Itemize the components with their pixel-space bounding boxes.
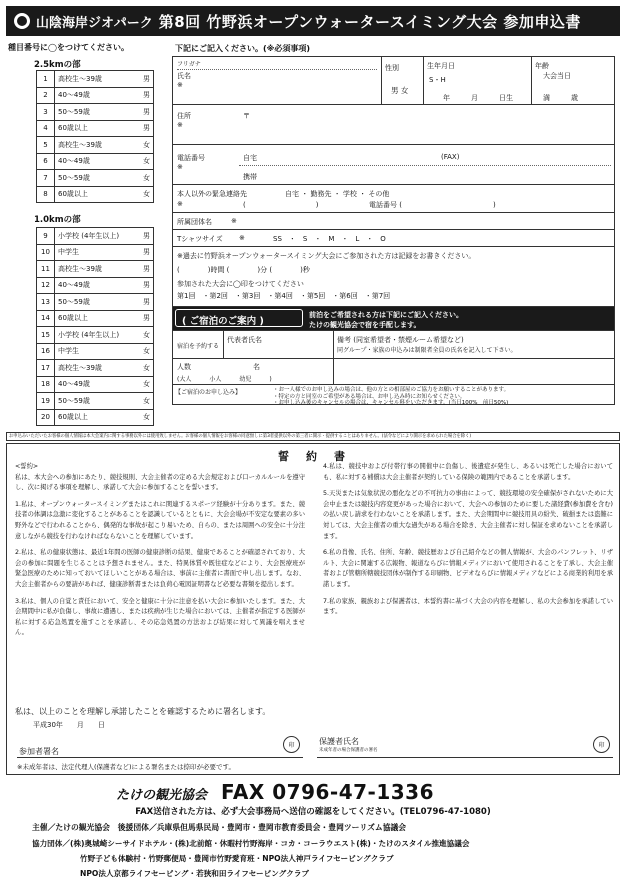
category-gender: 男 [140,261,154,278]
pledge-title: 誓 約 書 [278,450,348,463]
category-table-2-5km [36,70,154,203]
tshirt-sizes[interactable]: SS ・ S ・ M ・ L ・ O [273,235,386,243]
past-record-row [173,247,614,307]
category-row[interactable] [37,310,154,327]
team-label: 所属団体名 [177,218,212,226]
name-row [173,57,614,105]
category-gender: 女 [140,327,154,344]
category-label: 60歳以上 [55,409,140,426]
category-label: 40〜49歳 [55,87,140,104]
category-row[interactable] [37,104,154,121]
category-number[interactable]: 3 [37,104,55,121]
gender-options[interactable]: 男 女 [391,86,409,95]
header-org: 山陰海岸ジオパーク [36,15,153,31]
pledge-item-2: 2.私は、私の健康状態は、最近1年間の医師の健康診断の結果、健康であることが確認されており、大会の参加に問題を生じることは予想されません。また、特異体質や既往症などにより、大会医療班が緊急医療のために知っておいてほしいことがある場合は、事前に主催者に書面で申し出します。なお、大会主催者からの要請があれば、健康診断書または負荷心電図証明書など必要な書類を提出します。 [15,549,305,588]
category-number[interactable]: 14 [37,310,55,327]
category-label: 50〜59歳 [55,294,140,311]
pledge-confirm: 私は、以上のことを理解し承諾したことを確認するために署名します。 [15,707,271,716]
stay-rep-name[interactable]: 代表者氏名 [227,336,262,344]
stay-remarks-note: 同グループ・家族の申込みは制限者全員の氏名を記入して下さい。 [337,347,517,354]
category-gender: 女 [140,376,154,393]
past-list[interactable]: 第1回 ・第2回 ・第3回 ・第4回 ・第5回 ・第6回 ・第7回 [177,292,391,300]
phone-row [173,145,614,185]
category-row[interactable] [37,393,154,410]
address-label: 住所 [177,112,191,120]
category-label: 小学校 (4年生以上) [55,327,140,344]
category-gender: 女 [140,153,154,170]
category-label: 50〜59歳 [55,393,140,410]
category-number[interactable]: 19 [37,393,55,410]
postal-mark: 〒 [243,112,250,120]
name-label: 氏名 [177,72,191,80]
takeno-logo: たけの観光協会 [116,788,208,803]
category-number[interactable]: 13 [37,294,55,311]
category-gender: 女 [140,137,154,154]
category-table-1km [36,227,154,426]
category-gender: 女 [140,186,154,203]
category-gender: 女 [140,170,154,187]
stay-cond-3: ・お申し込み後のキャンセルの場合は、キャンセル料をいただきます。(当日100% 前日50%) [273,400,509,406]
guardian-field[interactable] [317,734,613,758]
category-label: 60歳以上 [55,186,140,203]
category-row[interactable] [37,186,154,203]
past-note: ※過去に竹野浜オープンウォータースイミング大会にご参加された方は記録をお書きください。 [177,252,476,260]
birth-date-field[interactable]: 年 月 日生 [443,94,513,102]
geopark-logo-icon [14,13,30,29]
category-gender: 男 [140,87,154,104]
stay-note1: 前泊をご希望される方は下記にご記入ください。 [309,311,463,319]
stay-rep-label: 宿泊を予約する [177,343,220,350]
category-number[interactable]: 15 [37,327,55,344]
mobile-label: 携帯 [243,173,257,181]
required-mark: ※ [177,163,183,171]
home-phone-label: 自宅 [243,154,257,162]
signer-field[interactable] [17,734,303,758]
address-row[interactable] [173,105,614,145]
pledge-item-4: 4.私は、競技中および付帯行事の開催中に負傷し、後遺症が発生し、あるいは死亡した場合においても、私に対する補償は大会主催者が契約している保険の範囲内であることを承諾します。 [323,463,613,481]
name-field[interactable] [177,71,377,101]
category-gender: 男 [140,294,154,311]
stay-apply-label: 【ご宿泊のお申し込み】 [175,389,242,396]
age-field[interactable]: 満 歳 [543,94,578,102]
team-row[interactable] [173,213,614,230]
category-number[interactable]: 12 [37,277,55,294]
emergency-relation[interactable]: ( ) [243,201,319,209]
category-row[interactable] [37,409,154,426]
stay-note2: たけの観光協会で宿を手配します。 [309,321,421,329]
category-number[interactable]: 2 [37,87,55,104]
section-1km: 1.0kmの部 [34,215,81,225]
tshirt-row [173,230,614,247]
pledge-date[interactable]: 平成30年 月 日 [33,721,105,729]
category-row[interactable] [37,228,154,245]
seal-icon: 印 [283,736,300,753]
category-label: 40〜49歳 [55,277,140,294]
people-unit[interactable]: 名 [253,363,260,371]
category-label: 50〜59歳 [55,104,140,121]
past-time-field[interactable]: ( )時間 ( )分 ( )秒 [177,266,310,274]
category-instruction: 種目番号に◯をつけてください。 [8,43,129,52]
signer-label: 参加者署名 [19,747,59,756]
category-number[interactable]: 10 [37,244,55,261]
category-row[interactable] [37,360,154,377]
category-label: 60歳以上 [55,310,140,327]
category-number[interactable]: 8 [37,186,55,203]
category-label: 50〜59歳 [55,170,140,187]
category-gender: 男 [140,120,154,137]
host-line: 主催／たけの観光協会 後援団体／兵庫県但馬県民局・豊岡市・豊岡市教育委員会・豊岡ツーリズム協議会 [32,823,407,832]
age-label: 年齢 [535,62,549,70]
pledge-left-column [15,462,305,645]
category-row[interactable] [37,87,154,104]
category-label: 60歳以上 [55,120,140,137]
coop-line-1: 協力団体／(株)奥城崎シーサイドホテル・(株)北前館・休暇村竹野海岸・コカ・コーラウエスト(株)・たけのスタイル推進協議会 [32,839,470,848]
category-label: 小学校 (4年生以上) [55,228,140,245]
category-number[interactable]: 1 [37,71,55,88]
stay-remarks[interactable]: 備考 (同室希望者・禁煙ルーム希望など) [337,336,464,344]
category-number[interactable]: 7 [37,170,55,187]
fax-label: (FAX) [441,153,460,161]
section-2-5km: 2.5kmの部 [34,60,81,70]
category-number[interactable]: 5 [37,137,55,154]
category-gender: 男 [140,104,154,121]
category-gender: 男 [140,310,154,327]
pledge-item-7: 7.私の家族、親族および保護者は、本誓約書に基づく大会の内容を理解し、私の大会参加を承諾しています。 [323,597,613,616]
category-label: 高校生〜39歳 [55,71,140,88]
pledge-box [6,443,620,775]
category-number[interactable]: 17 [37,360,55,377]
entry-form [172,56,615,405]
phone-field[interactable] [273,149,613,181]
category-gender: 女 [140,343,154,360]
phone-label: 電話番号 [177,154,205,162]
tshirt-label: Tシャツサイズ [177,235,223,243]
category-row[interactable] [37,71,154,88]
category-gender: 男 [140,71,154,88]
emergency-label: 本人以外の緊急連絡先 [177,190,247,198]
category-label: 中学生 [55,343,140,360]
category-row[interactable] [37,120,154,137]
category-row[interactable] [37,261,154,278]
category-gender: 男 [140,277,154,294]
stay-conditions [173,385,614,405]
category-label: 中学生 [55,244,140,261]
category-label: 40〜49歳 [55,376,140,393]
stay-cond-2: ・特定の方と同室のご希望がある場合は、お申し込み時にお知らせください。 [273,393,466,400]
birth-era[interactable]: S・H [429,76,446,84]
guardian-note: 未成年者の場合保護者の署名 [319,748,378,753]
people-label: 人数 [177,363,191,371]
category-number[interactable]: 18 [37,376,55,393]
guardian-label: 保護者氏名 [319,737,359,746]
required-mark: ※ [177,121,183,129]
people-breakdown[interactable]: (大人 小人 幼児 ) [177,376,272,383]
coop-line-2: 竹野子ども体験村・竹野郵便局・豊岡市竹野愛育班・NPO法人神戸ライフセービングクラブ [80,854,394,863]
category-gender: 男 [140,228,154,245]
required-mark: ※ [177,81,183,89]
fax-number: FAX 0796-47-1336 [221,780,435,804]
category-row[interactable] [37,137,154,154]
category-row[interactable] [37,153,154,170]
category-gender: 女 [140,409,154,426]
stay-title: ( ご宿泊のご案内 ) [175,309,303,327]
emergency-options[interactable]: 自宅 ・ 勤務先 ・ 学校 ・ その他 [285,190,390,198]
category-row[interactable] [37,294,154,311]
category-row[interactable] [37,327,154,344]
page-title: 第8回 竹野浜オープンウォータースイミング大会 参加申込書 [158,12,581,31]
category-label: 高校生〜39歳 [55,261,140,278]
pledge-right-column [323,462,613,624]
birth-label: 生年月日 [427,62,455,70]
gender-label: 性別 [385,64,399,72]
coop-line-3: NPO法人京都ライフセービング・若狭和田ライフセービングクラブ [80,869,310,878]
pledge-item-3: 3.私は、個人の自覚と責任において、安全と健康に十分に注意を払い大会に参加いたします。また、大会期間中に私が負傷し、事故に遭遇し、または疾病が生じた場合においては、主催者が指定する医師が私に対する応急処置を施すことを承諾し、その応急処置の方法および結果に対して異議を唱えません。 [15,597,305,637]
category-row[interactable] [37,244,154,261]
pledge-intro-head: <誓約> [15,463,39,470]
category-label: 40〜49歳 [55,153,140,170]
pledge-item-5: 5.天災または気象状況の悪化などの不可抗力の事由によって、競技環境の安全確保がされないために大会中止または競技内容変更があった場合において、大会への参加のために要した諸経費(参加費を含む)の払い戻し請求を行わないことを承諾します。また、大会期間中に競技用具の紛失、破損または盗難に対しては、大会主催者の重大な過失がある場合を除き、大会主催者に対し保証を求めないことを承諾します。 [323,490,613,540]
category-number[interactable]: 11 [37,261,55,278]
category-row[interactable] [37,343,154,360]
category-label: 高校生〜39歳 [55,137,140,154]
stay-rep-row [173,331,614,359]
required-mark: ※ [239,234,245,242]
fax-line [116,780,434,804]
category-number[interactable]: 9 [37,228,55,245]
category-gender: 女 [140,360,154,377]
privacy-note: お申込みいただいたお客様の個人情報は本大会案内に関する事務以外には使用致しません。お客様の個人情報をお客様の同意無しに第3者提供以外の第三者に開示・提供することはありません。(法令などにより開示を求められた場合を除く) [6,432,620,441]
category-row[interactable] [37,376,154,393]
category-label: 高校生〜39歳 [55,360,140,377]
category-number[interactable]: 6 [37,153,55,170]
required-mark: ※ [177,200,183,208]
category-gender: 男 [140,244,154,261]
header-bar [6,6,620,36]
category-number[interactable]: 20 [37,409,55,426]
category-row[interactable] [37,170,154,187]
category-row[interactable] [37,277,154,294]
stay-people-row [173,359,614,385]
age-note: 大会当日 [543,72,571,80]
emergency-phone[interactable]: 電話番号 ( ) [369,201,496,209]
furigana-label: フリガナ [177,61,201,68]
category-number[interactable]: 4 [37,120,55,137]
category-gender: 女 [140,393,154,410]
form-instruction: 下記にご記入ください。(※必須事項) [175,44,311,53]
pledge-item-6: 6.私の肖像、氏名、住所、年齢、競技歴および自己紹介などの個人情報が、大会のパンフレット、リザルト、大会に関連する広報物、報道ならびに情報メディアにおいて使用されることを了承し、大会主催者および管轄所轄競技団体が制作する印刷物、ビデオならびに情報メディアなどによる商業的利用を承諾します。 [323,549,613,588]
past-count-label: 参加された大会に◯印をつけてください [177,280,304,288]
fax-note: FAX送信された方は、必ず大会事務局へ送信の確認をしてください。(TEL0796-47-1080) [135,807,491,817]
stay-header [173,307,614,331]
emergency-row[interactable] [173,185,614,213]
required-mark: ※ [231,217,237,225]
seal-icon: 印 [593,736,610,753]
stay-cond-1: ・お一人様でのお申し込みの場合は、他の方との相部屋のご協力をお願いすることがあります。 [273,387,510,393]
minor-note: ※未成年者は、法定代理人(保護者など)による署名または捺印が必要です。 [17,763,235,771]
pledge-item-1: 1.私は、オープンウォータースイミングまたはこれに関連するスポーツ経験が十分あります。また、競技者の体調は急激に変化することがあることを認識しているとともに、大会会場が不安定な要素の多い野外などで行われることから、偶発的な事故が起こり易いため、自らの、または周囲への安全に十分注意しながら競技を行わなければならないことを理解しています。 [15,500,305,540]
category-number[interactable]: 16 [37,343,55,360]
pledge-intro: 私は、本大会への参加にあたり、競技規則、大会主催者の定める大会規定および口ーカルルールを遵守し、次に掲げる事項を理解し、承諾して大会に参加することを誓います。 [15,473,305,492]
